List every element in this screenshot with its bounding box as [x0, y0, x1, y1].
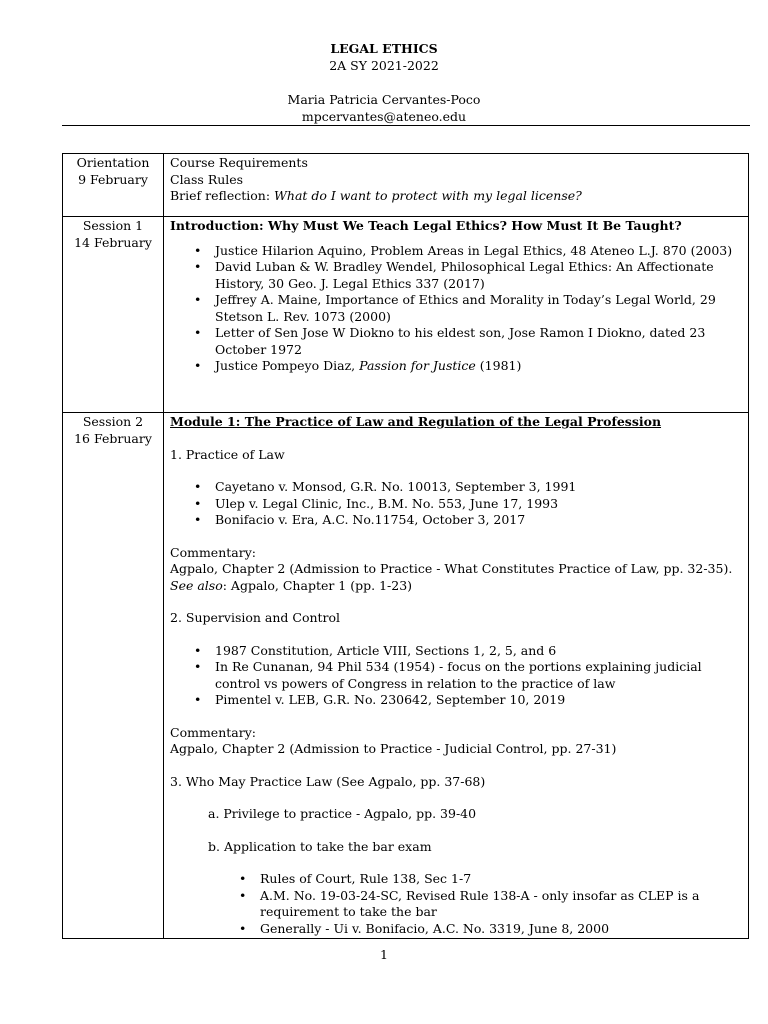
see-also-label: See also — [170, 577, 223, 593]
spacer — [170, 235, 742, 243]
section-title: 2. Supervision and Control — [170, 610, 341, 625]
spacer — [170, 709, 742, 725]
spacer — [170, 431, 742, 447]
document-title: LEGAL ETHICS — [330, 41, 438, 56]
term-line: 2A SY 2021-2022 — [329, 58, 439, 73]
topic-cell — [164, 154, 749, 217]
reading-author: Justice Pompeyo Diaz, — [215, 358, 360, 373]
instructor-email: mpcervantes@ateneo.edu — [301, 109, 467, 124]
reading-list — [170, 243, 742, 375]
topic-cell — [164, 413, 749, 939]
document-header — [0, 41, 768, 126]
session-cell — [63, 154, 164, 217]
session-label: Session 2 — [82, 414, 144, 429]
see-also-text: : Agpalo, Chapter 1 (pp. 1-23) — [222, 577, 413, 593]
requirement-line: Class Rules — [170, 171, 244, 187]
table-row — [63, 154, 749, 217]
case-list — [170, 479, 742, 529]
list-item — [215, 358, 742, 375]
spacer — [170, 790, 742, 806]
session-date: 16 February — [74, 430, 152, 446]
commentary-text — [170, 561, 742, 594]
reflection-question: What do I want to protect with my legal license? — [274, 188, 582, 203]
session-date: 9 February — [78, 171, 148, 187]
spacer — [170, 758, 742, 774]
instructor-name: Maria Patricia Cervantes-Poco — [287, 92, 481, 107]
spacer — [170, 529, 742, 545]
list-item: • Letter of Sen Jose W Diokno to his eldest son, Jose Ramon I Diokno, dated 23 October 1972 — [215, 325, 742, 358]
spacer — [170, 627, 742, 643]
commentary-label: Commentary: — [170, 544, 256, 560]
table-row — [63, 217, 749, 413]
list-item: • Rules of Court, Rule 138, Sec 1-7 — [260, 871, 742, 888]
list-item: • In Re Cunanan, 94 Phil 534 (1954) - focus on the portions explaining judicial control vs powers of Congress in relation to the practice of law — [215, 659, 742, 692]
session-label: Session 1 — [82, 218, 144, 233]
spacer — [170, 855, 742, 871]
session-date: 14 February — [74, 234, 152, 250]
syllabus-table — [62, 153, 749, 939]
list-item: • Ulep v. Legal Clinic, Inc., B.M. No. 553, June 17, 1993 — [215, 496, 742, 513]
spacer — [170, 463, 742, 479]
reading-year: (1981) — [475, 358, 522, 373]
rule-list — [170, 871, 742, 937]
session-cell — [63, 217, 164, 413]
spacer — [170, 823, 742, 839]
list-item: • Bonifacio v. Era, A.C. No.11754, October 3, 2017 — [215, 512, 742, 529]
list-item: • A.M. No. 19-03-24-SC, Revised Rule 138-A - only insofar as CLEP is a requirement to take the bar — [260, 888, 742, 921]
list-item: • David Luban & W. Bradley Wendel, Philosophical Legal Ethics: An Affectionate History, 30 Geo. J. Legal Ethics 337 (2017) — [215, 259, 742, 292]
commentary-text: Agpalo, Chapter 2 (Admission to Practice - Judicial Control, pp. 27-31) — [170, 741, 617, 756]
session-label: Orientation — [76, 155, 150, 170]
requirement-line: Course Requirements — [170, 155, 308, 170]
commentary-body: Agpalo, Chapter 2 (Admission to Practice - What Constitutes Practice of Law, pp. 32-35). — [170, 561, 733, 576]
session-heading: Introduction: Why Must We Teach Legal Ethics? How Must It Be Taught? — [170, 218, 682, 233]
section-title: 3. Who May Practice Law (See Agpalo, pp. 37-68) — [170, 773, 486, 789]
list-item: • Generally - Ui v. Bonifacio, A.C. No. 3319, June 8, 2000 — [260, 921, 742, 938]
table-row — [63, 413, 749, 939]
commentary-label: Commentary: — [170, 724, 256, 740]
page-number: 1 — [380, 947, 388, 962]
reflection-label: Brief reflection: — [170, 188, 275, 203]
session-cell — [63, 413, 164, 939]
subsection-a: a. Privilege to practice - Agpalo, pp. 39-40 — [208, 806, 477, 821]
list-item: • Pimentel v. LEB, G.R. No. 230642, September 10, 2019 — [215, 692, 742, 709]
section-title: 1. Practice of Law — [170, 446, 285, 462]
list-item: • 1987 Constitution, Article VIII, Sections 1, 2, 5, and 6 — [215, 643, 742, 660]
topic-cell — [164, 217, 749, 413]
case-list — [170, 643, 742, 709]
spacer — [170, 594, 742, 610]
subsection-b: b. Application to take the bar exam — [208, 838, 432, 854]
list-item: • Jeffrey A. Maine, Importance of Ethics and Morality in Today’s Legal World, 29 Stetson L. Rev. 1073 (2000) — [215, 292, 742, 325]
module-heading: Module 1: The Practice of Law and Regulation of the Legal Profession — [170, 414, 662, 429]
header-divider — [62, 125, 750, 126]
header-spacer — [0, 75, 768, 92]
reflection-line — [170, 188, 742, 205]
list-item: • Justice Hilarion Aquino, Problem Areas in Legal Ethics, 48 Ateneo L.J. 870 (2003) — [215, 243, 742, 260]
reading-title: Passion for Justice — [359, 358, 476, 373]
list-item: • Cayetano v. Monsod, G.R. No. 10013, September 3, 1991 — [215, 479, 742, 496]
